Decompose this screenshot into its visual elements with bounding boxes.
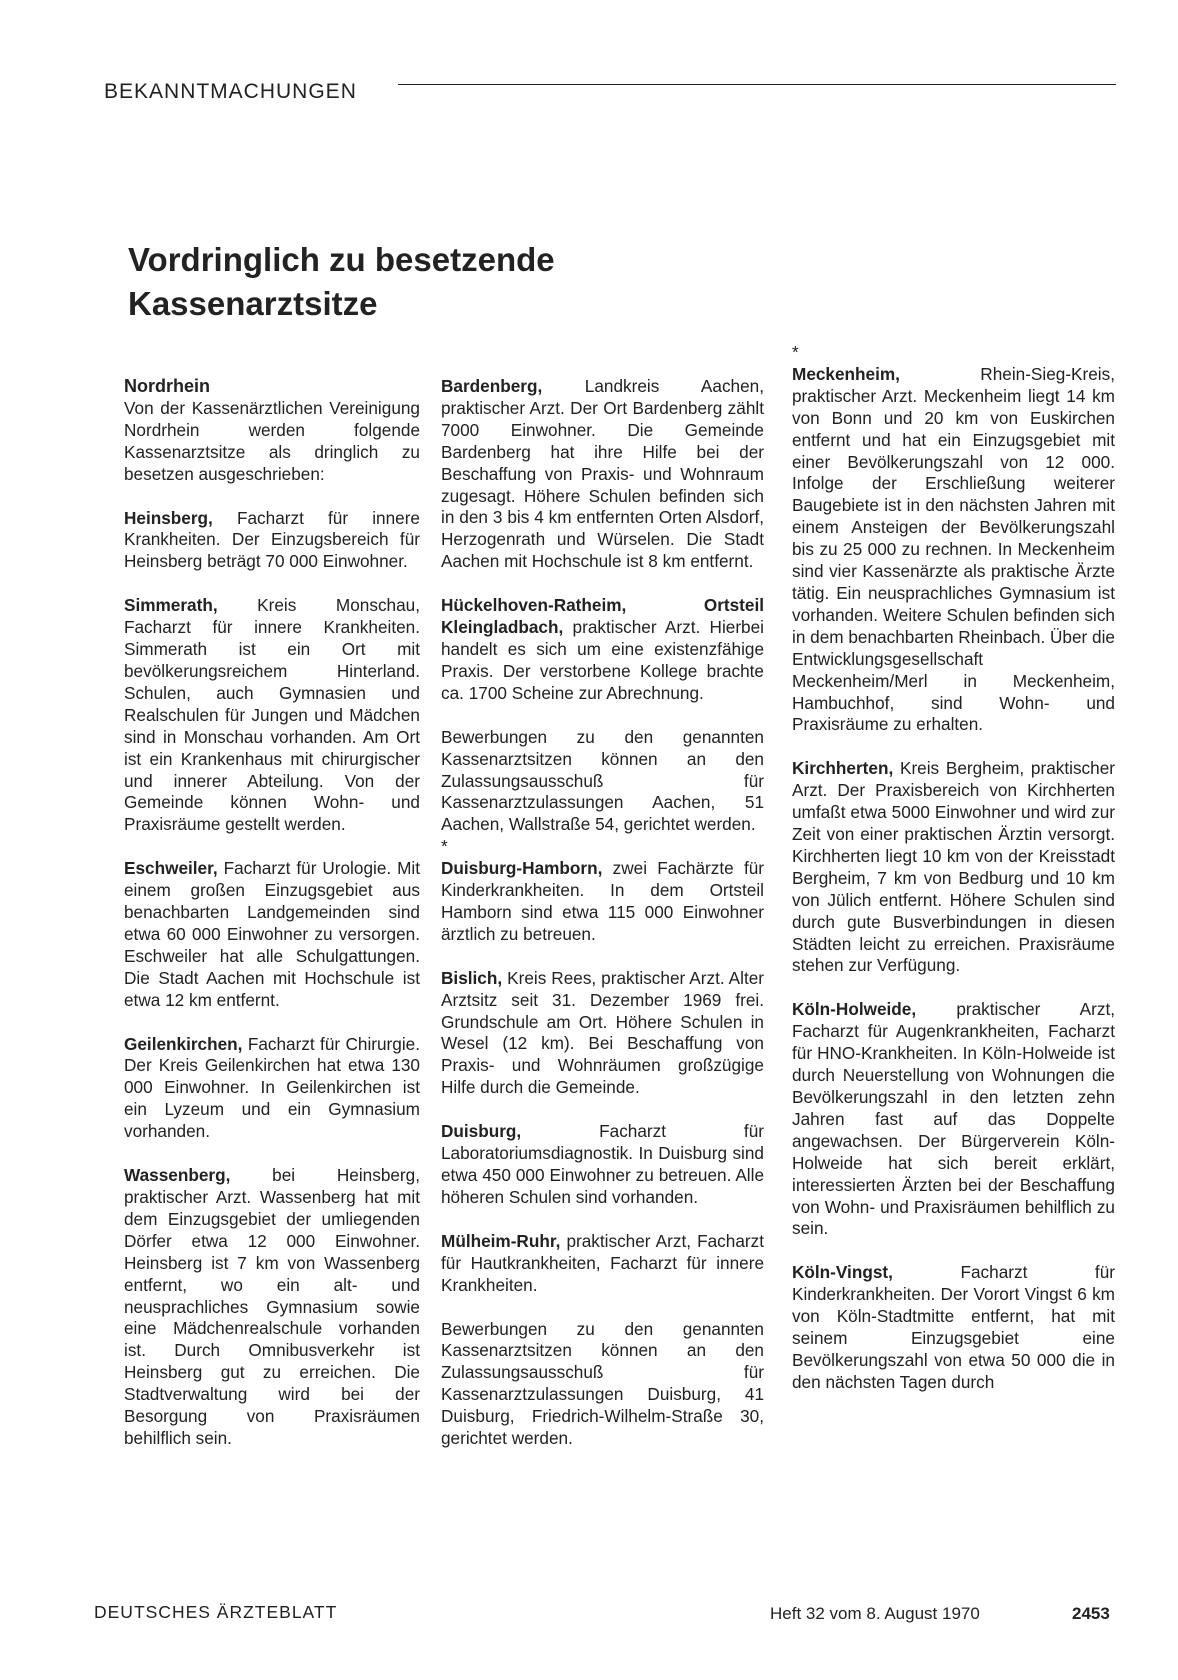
listing-text: zwei Fachärzte für Kinderkrankheiten. In dem Ortsteil Hamborn sind etwa 115 000 Einwohner ärztlich zu betreuen. xyxy=(441,858,764,944)
section-rule xyxy=(398,84,1116,85)
listing-place: Meckenheim, xyxy=(792,363,900,384)
listing-place: Geilenkirchen, xyxy=(124,1033,243,1054)
title-line-2: Kassenarztsitze xyxy=(128,285,378,322)
listing-place: Simmerath, xyxy=(124,595,218,616)
listing xyxy=(124,1165,420,1450)
article-title xyxy=(128,238,648,326)
application-aachen: Bewerbungen zu den genannten Kassenarztsitzen können an den Zulassungsausschuß für Kassenarztzulassungen Aachen, 51 Aachen, Wallstraße 54, gerichtet werden. xyxy=(441,726,764,835)
listing xyxy=(441,968,764,1099)
listing-text: Kreis Rees, praktischer Arzt. Alter Arztsitz seit 31. Dezember 1969 frei. Grundschule am Ort. Höhere Schulen in Wesel (12 km). Bei Beschaffung von Praxis- und Wohnräumen großzügige Hilfe durch die Gemeinde. xyxy=(441,967,764,1098)
listing-text: praktischer Arzt, Facharzt für Augenkrankheiten, Facharzt für HNO-Krankheiten. In Köln-Holweide ist durch Neuerstellung von Wohnungen die Bevölkerungszahl in den letzten zehn Jahren fast auf das Doppelte angewachsen. Der Bürgerverein Köln-Holweide hat sich bereit erklärt, interessierten Ärzten bei der Beschaffung von Wohn- und Praxisräumen behilflich zu sein. xyxy=(792,999,1115,1239)
listing xyxy=(124,1034,420,1144)
listing-text: Facharzt für Urologie. Mit einem großen Einzugsgebiet aus benachbarten Landgemeinden sind etwa 60 000 Einwohner zu versorgen. Eschweiler hat alle Schulgattungen. Die Stadt Aachen mit Hochschule ist etwa 12 km entfernt. xyxy=(124,858,420,1010)
listing-text: praktischer Arzt, Facharzt für Hautkrankheiten, Facharzt für innere Krankheiten. xyxy=(441,1230,764,1295)
listing-text: Facharzt für Kinderkrankheiten. Der Vorort Vingst 6 km von Köln-Stadtmitte entfernt, hat mit seinem Einzugsgebiet eine Bevölkerungszahl von etwa 50 000 die in den nächsten Tagen durch xyxy=(792,1262,1115,1392)
listing-place: Hückelhoven-Ratheim, Ortsteil Kleingladbach, xyxy=(441,595,764,638)
issue-info: Heft 32 vom 8. August 1970 xyxy=(770,1604,980,1623)
listing xyxy=(441,1121,764,1209)
listing xyxy=(441,1231,764,1297)
listing-text: praktischer Arzt. Hierbei handelt es sich um eine existenzfähige Praxis. Der verstorbene Kollege brachte ca. 1700 Scheine zur Abrechnung. xyxy=(441,617,764,703)
listing-place: Kirchherten, xyxy=(792,758,894,779)
listing-place: Köln-Vingst, xyxy=(792,1262,893,1283)
listing-text: Landkreis Aachen, praktischer Arzt. Der Ort Bardenberg zählt 7000 Einwohner. Die Gemeinde Bardenberg hat ihre Hilfe bei der Beschaffung von Praxis- und Wohnraum zugesagt. Höhere Schulen befinden sich in den 3 bis 4 km entfernten Orten Alsdorf, Herzogenrath und Würselen. Die Stadt Aachen mit Hochschule ist 8 km entfernt. xyxy=(441,376,764,572)
intro-paragraph: Von der Kassenärztlichen Vereinigung Nordrhein werden folgende Kassenarztsitze als dringlich zu besetzen ausgeschrieben: xyxy=(124,397,420,484)
listing-text: Facharzt für Chirurgie. Der Kreis Geilenkirchen hat etwa 130 000 Einwohner. In Geilenkirchen ist ein Lyzeum und ein Gymnasium vorhanden. xyxy=(124,1033,420,1142)
listing-text: Facharzt für innere Krankheiten. Der Einzugsbereich für Heinsberg beträgt 70 000 Einwohner. xyxy=(124,507,420,572)
region-heading: Nordrhein xyxy=(124,376,211,396)
journal-name: DEUTSCHES ÄRZTEBLATT xyxy=(94,1602,338,1622)
listing-text: Facharzt für Laboratoriumsdiagnostik. In Duisburg sind etwa 450 000 Einwohner zu betreuen. Alle höheren Schulen sind vorhanden. xyxy=(441,1121,764,1207)
title-line-1: Vordringlich zu besetzende xyxy=(128,241,555,278)
listing-place: Eschweiler, xyxy=(124,858,218,879)
listing-text: Kreis Bergheim, praktischer Arzt. Der Praxisbereich von Kirchherten umfaßt etwa 5000 Einwohner und wird zur Zeit von einer praktischen Ärztin versorgt. Kirchherten liegt 10 km von der Kreisstadt Bergheim, 7 km von Bedburg und 10 km von Jülich entfernt. Höhere Schulen sind durch gute Busverbindungen in diesen Städten leicht zu erreichen. Praxisräume stehen zur Verfügung. xyxy=(792,758,1115,976)
listing-place: Bislich, xyxy=(441,967,503,988)
listing-place: Heinsberg, xyxy=(124,507,213,528)
separator-star: * xyxy=(792,342,799,362)
listing-text: Rhein-Sieg-Kreis, praktischer Arzt. Meckenheim liegt 14 km von Bonn und 20 km von Euskirchen entfernt und hat ein Einzugsgebiet mit einer Bevölkerungszahl von 12 000. Infolge der Erschließung weiterer Baugebiete ist in den nächsten Jahren mit einem Ansteigen der Bevölkerungszahl bis zu 25 000 zu rechnen. In Meckenheim sind vier Kassenärzte als praktische Ärzte tätig. Ein neusprachliches Gymnasium ist vorhanden. Weitere Schulen befinden sich in dem benachbarten Rheinbach. Über die Entwicklungsgesellschaft Meckenheim/Merl in Meckenheim, Hambuchhof, sind Wohn- und Praxisräume zu erhalten. xyxy=(792,363,1115,735)
listing xyxy=(124,595,420,836)
listing-place: Duisburg, xyxy=(441,1121,522,1142)
separator-star: * xyxy=(441,836,448,857)
listing-text: Kreis Monschau, Facharzt für innere Krankheiten. Simmerath ist ein Ort mit bevölkerungsreichem Hinterland. Schulen, auch Gymnasien und Realschulen für Jungen und Mädchen sind in Monschau vorhanden. Am Ort ist ein Krankenhaus mit chirurgischer und innerer Abteilung. Von der Gemeinde können Wohn- und Praxisräume gestellt werden. xyxy=(124,595,420,835)
listing xyxy=(792,758,1115,977)
listing-place: Köln-Holweide, xyxy=(792,999,917,1020)
listing-place: Wassenberg, xyxy=(124,1165,231,1186)
listing xyxy=(124,858,420,1011)
section-label: BEKANNTMACHUNGEN xyxy=(104,80,357,103)
listing xyxy=(792,999,1115,1240)
listing xyxy=(441,376,764,573)
listing-place: Bardenberg, xyxy=(441,376,543,396)
listing xyxy=(124,508,420,574)
column-3 xyxy=(792,244,1115,1394)
listing xyxy=(792,1262,1115,1393)
page-number: 2453 xyxy=(1072,1604,1110,1623)
listing xyxy=(792,364,1115,736)
column-2 xyxy=(441,376,764,1450)
listing-place: Duisburg-Hamborn, xyxy=(441,858,603,879)
listing xyxy=(441,595,764,705)
listing-text: bei Heinsberg, praktischer Arzt. Wassenberg hat mit dem Einzugsgebiet der umliegenden Dörfer etwa 12 000 Einwohner. Heinsberg ist 7 km von Wassenberg entfernt, wo ein alt- und neusprachliches Gymnasium sowie eine Mädchenrealschule vorhanden ist. Durch Omnibusverkehr ist Heinsberg gut zu erreichen. Die Stadtverwaltung wird bei der Besorgung von Praxisräumen behilflich sein. xyxy=(124,1165,420,1448)
listing-place: Mülheim-Ruhr, xyxy=(441,1230,561,1251)
column-1 xyxy=(124,376,420,1450)
listing xyxy=(441,858,764,946)
application-duisburg: Bewerbungen zu den genannten Kassenarztsitzen können an den Zulassungsausschuß für Kassenarztzulassungen Duisburg, 41 Duisburg, Friedrich-Wilhelm-Straße 30, gerichtet werden. xyxy=(441,1318,764,1449)
